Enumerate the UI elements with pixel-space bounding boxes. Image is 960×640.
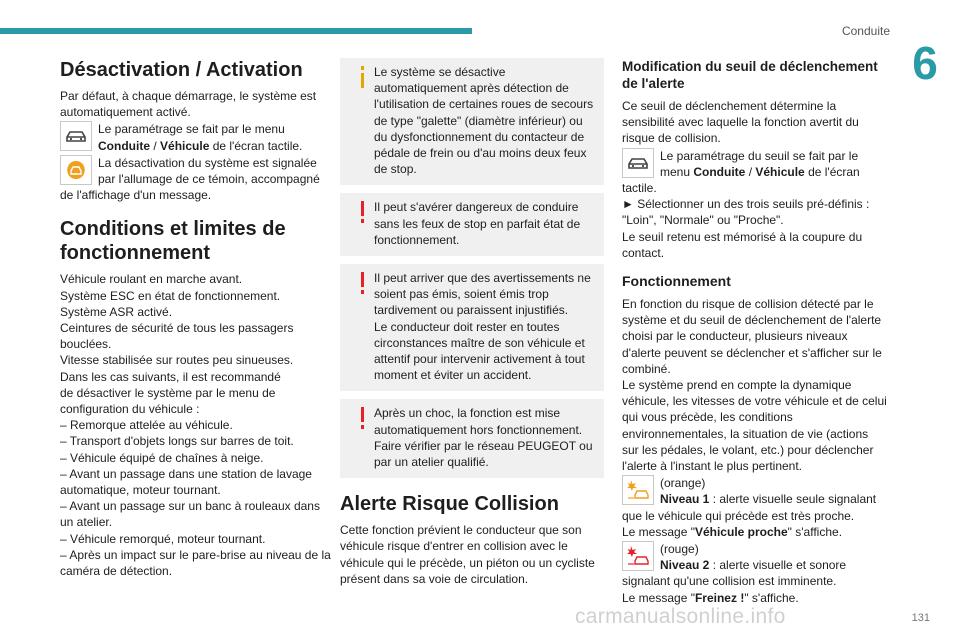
threshold-text-pre: Le paramétrage du seuil se fait par le menu [660, 148, 859, 179]
heading-threshold: Modification du seuil de déclenchement de l'alerte [622, 59, 878, 91]
level2-message [622, 590, 887, 606]
heading-alert: Alerte Risque Collision [340, 493, 559, 516]
level1-text: : alerte visuelle seule signalant que le véhicule qui précède est très proche. [622, 492, 877, 523]
deactivation-text: La désactivation du système est signalée par l'allumage de ce témoin, accompagné de l'affichage d'un message. [60, 155, 320, 203]
level2-msg-pre: Le message " [622, 590, 695, 605]
warning-note-3-text: Après un choc, la fonction est mise automatiquement hors fonctionnement. Faire vérifier par le réseau PEUGEOT ou par un atelier qualifié. [374, 406, 593, 470]
car-menu-icon [622, 148, 654, 178]
warning-note-3 [340, 399, 604, 478]
menu-vehicule: Véhicule [755, 164, 805, 179]
level2-msg-post: " s'affiche. [744, 590, 799, 605]
column-1 [60, 58, 332, 579]
warning-lamp-icon [60, 155, 92, 185]
menu-sep: / [745, 164, 756, 179]
warning-note-2-text: Il peut arriver que des avertissements ne soient pas émis, soient émis trop tardivement ou paraissent injustifiés. Le conducteur doit rester en toutes circonstances maître de son véhicule et attentif pour intervenir activement à tout moment et éviter un accident. [374, 271, 591, 383]
watermark: carmanualsonline.info [575, 605, 786, 628]
paragraph-alert: Cette fonction prévient le conducteur que son véhicule risque d'entrer en collision avec le véhicule qui le précède, un piéton ou un cycliste présent dans sa voie de circulation. [340, 523, 595, 586]
level2-color: (rouge) [660, 542, 699, 557]
paragraph-operation: En fonction du risque de collision détecté par le système et du seuil de déclenchement de l'alerte choisi par le conducteur, plusieurs niveaux d'alerte peuvent se déclencher et s'afficher sur le combiné. Le système prend en compte la dynamique véhicule, les vitesses de votre véhicule et de celui qui vous précède, les conditions environnementales, la situation de vie (actions sur les pédales, le volant, etc.) pour déclencher l'alerte à l'instant le plus pertinent. [622, 297, 887, 474]
chapter-number: 6 [912, 37, 938, 89]
menu-vehicule: Véhicule [160, 138, 210, 153]
level2-msg-bold: Freinez ! [694, 590, 745, 605]
setting-text-post: de l'écran tactile. [209, 138, 303, 153]
header-accent-bar [0, 28, 472, 34]
car-menu-icon [60, 121, 92, 151]
level1-line [622, 475, 887, 524]
deactivation-line [60, 155, 332, 204]
heading-deactivation: Désactivation / Activation [60, 59, 303, 81]
collision-alert-red-icon [622, 541, 654, 571]
threshold-text-post: de l'écran tactile. [622, 164, 860, 196]
paragraph-conditions: Véhicule roulant en marche avant. Système ESC en état de fonctionnement. Système ASR activé. Ceintures de sécurité de tous les passagers bouclées. Vitesse stabilisée sur routes peu sinueuses. Dans les cas suivants, il est recommandé de désactiver le système par le menu de configuration du véhicule : – Remorque attelée au véhicule. – Transport d'objets longs sur barres de toit. – Véhicule équipé de chaînes à neige. – Avant un passage dans une station de lavage automatique, moteur tournant. – Avant un passage sur un banc à rouleaux dans un atelier. – Véhicule remorqué, moteur tournant. – Après un impact sur le pare-brise au niveau de la caméra de détection. [60, 272, 331, 579]
heading-conditions: Conditions et limites de fonctionnement [60, 218, 286, 265]
warning-icon [358, 201, 366, 223]
level1-message [622, 524, 887, 540]
collision-alert-orange-icon [622, 475, 654, 505]
heading-operation: Fonctionnement [622, 273, 731, 290]
level2-line [622, 541, 887, 590]
level2-text: : alerte visuelle et sonore signalant qu'une collision est imminente. [622, 558, 847, 589]
paragraph-select: ► Sélectionner un des trois seuils pré-définis : "Loin", "Normale" ou "Proche". Le seuil retenu est mémorisé à la coupure du contact. [622, 197, 870, 260]
level1-color: (orange) [660, 476, 706, 491]
page-number: 131 [911, 612, 930, 624]
setting-text-pre: Le paramétrage se fait par le menu [98, 122, 285, 137]
info-note [340, 58, 604, 185]
warning-note-2 [340, 264, 604, 391]
info-note-text: Le système se désactive automatiquement après détection de l'utilisation de certaines roues de secours de type "galette" (diamètre inférieur) ou du dysfonctionnement du contacteur de pédale de frein ou d'au moins deux feux de stop. [374, 65, 594, 177]
warning-icon [358, 272, 366, 294]
warning-note-1-text: Il peut s'avérer dangereux de conduire sans les feux de stop en parfait état de fonctionnement. [374, 200, 581, 247]
setting-line [60, 121, 332, 153]
level1-msg-post: " s'affiche. [787, 524, 843, 539]
level1-msg-bold: Véhicule proche [694, 524, 788, 539]
menu-sep: / [150, 138, 161, 153]
column-2 [340, 58, 604, 587]
warning-icon [358, 407, 366, 429]
info-icon [358, 66, 366, 88]
section-title: Conduite [841, 24, 890, 38]
warning-note-1 [340, 193, 604, 256]
menu-conduite: Conduite [98, 138, 150, 153]
level2-label: Niveau 2 [660, 558, 710, 573]
level1-msg-pre: Le message " [622, 524, 695, 539]
level1-label: Niveau 1 [660, 492, 710, 507]
menu-conduite: Conduite [693, 164, 746, 179]
threshold-setting-line [622, 148, 887, 197]
column-3 [622, 58, 887, 606]
paragraph-threshold: Ce seuil de déclenchement détermine la sensibilité avec laquelle la fonction avertit du risque de collision. [622, 99, 859, 146]
paragraph-default: Par défaut, à chaque démarrage, le système est automatiquement activé. [60, 89, 317, 120]
